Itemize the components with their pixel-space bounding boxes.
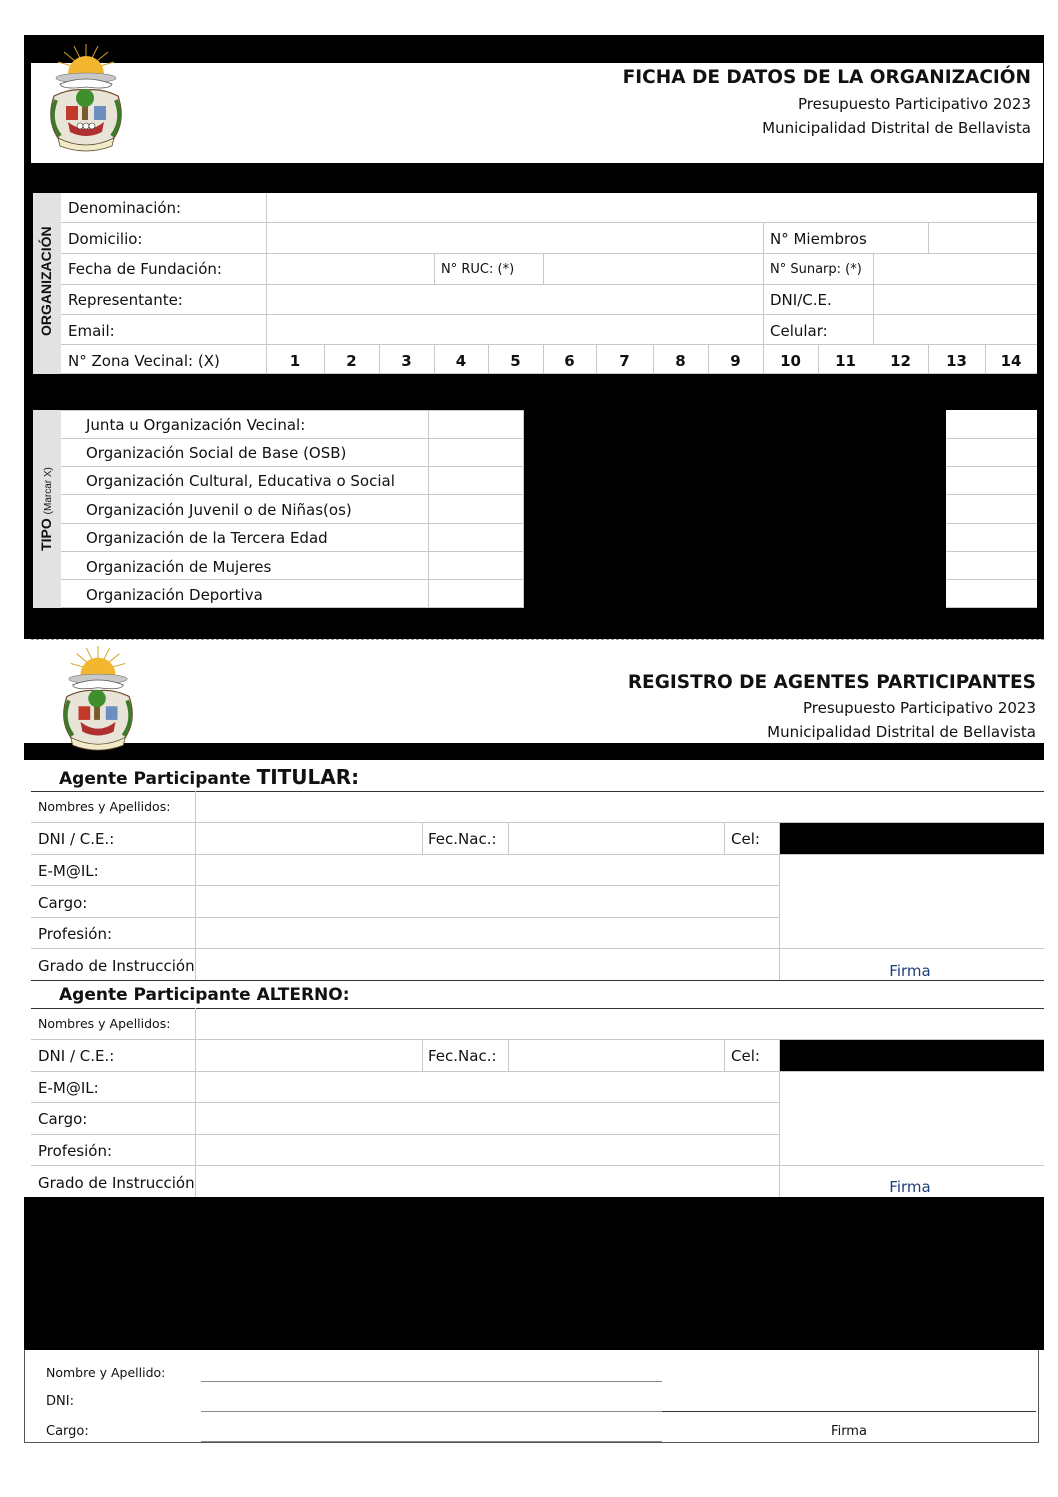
titular-cargo-label: Cargo: <box>38 894 88 912</box>
tipo-right-line <box>946 607 1037 608</box>
titular-cel-redacted <box>780 823 1044 854</box>
tipo-checkbox[interactable] <box>429 580 523 607</box>
email-field[interactable] <box>267 315 763 344</box>
alterno-firma-label: Firma <box>889 1178 931 1196</box>
zone-cell-8[interactable]: 8 <box>675 352 686 370</box>
zone-cell-12[interactable]: 12 <box>890 352 911 370</box>
titular-email-label: E-M@IL: <box>38 862 99 880</box>
footer-dni-line <box>201 1411 662 1412</box>
titular-profesion-field[interactable] <box>196 918 779 948</box>
alterno-dni-label: DNI / C.E.: <box>38 1047 115 1065</box>
titular-firma-label: Firma <box>889 962 931 980</box>
titular-grado-label: Grado de Instrucción <box>38 957 195 975</box>
titular-dni-label: DNI / C.E.: <box>38 830 115 848</box>
tipo-checkbox[interactable] <box>429 467 523 494</box>
footer-cargo-line <box>201 1441 662 1442</box>
tipo-checkbox[interactable] <box>429 439 523 466</box>
alterno-nombres-field[interactable] <box>196 1009 1044 1039</box>
tipo-item: Organización de Mujeres <box>86 558 272 576</box>
zone-cell-7[interactable]: 7 <box>619 352 630 370</box>
alterno-cel-label: Cel: <box>731 1047 760 1065</box>
tipo-checkbox[interactable] <box>429 552 523 579</box>
header2-subtitle: Presupuesto Participativo 2023 <box>802 699 1036 717</box>
tipo-item: Organización Deportiva <box>86 586 263 604</box>
header1-subtitle: Presupuesto Participativo 2023 <box>797 95 1031 113</box>
tipo-col-line <box>523 410 524 608</box>
alterno-fecnac-label: Fec.Nac.: <box>428 1047 497 1065</box>
alterno-heading-pre: Agente Participante <box>59 985 257 1005</box>
tipo-checkbox[interactable] <box>429 495 523 523</box>
titular-dni-field[interactable] <box>196 823 422 854</box>
domicilio-field[interactable] <box>267 223 763 253</box>
zone-cell-2[interactable]: 2 <box>346 352 357 370</box>
titular-nombres-label: Nombres y Apellidos: <box>38 799 171 814</box>
titular-heading <box>59 765 359 789</box>
alterno-grado-label: Grado de Instrucción <box>38 1174 195 1192</box>
ruc-label: N° RUC: (*) <box>441 262 515 277</box>
tipo-right-line <box>946 551 1037 552</box>
celular-label: Celular: <box>770 322 828 340</box>
domicilio-label: Domicilio: <box>68 230 143 248</box>
zona-vecinal-label: N° Zona Vecinal: (X) <box>68 352 220 370</box>
miembros-label: N° Miembros <box>770 230 867 248</box>
header1-institution: Municipalidad Distrital de Bellavista <box>762 119 1031 137</box>
zone-cell-9[interactable]: 9 <box>730 352 741 370</box>
zone-cell-1[interactable]: 1 <box>289 352 301 370</box>
header2-institution: Municipalidad Distrital de Bellavista <box>767 723 1036 741</box>
tipo-label-main: TIPO <box>38 518 54 551</box>
email-label: Email: <box>68 322 115 340</box>
representante-label: Representante: <box>68 291 183 309</box>
alterno-nombres-label: Nombres y Apellidos: <box>38 1016 171 1031</box>
titular-grado-field[interactable] <box>196 949 779 980</box>
tipo-item: Junta u Organización Vecinal: <box>86 416 306 434</box>
tipo-right-line <box>946 494 1037 495</box>
dni-ce-field[interactable] <box>874 285 1037 314</box>
alterno-email-label: E-M@IL: <box>38 1079 99 1097</box>
header1-title: FICHA DE DATOS DE LA ORGANIZACIÓN <box>622 67 1031 88</box>
alterno-cel-redacted <box>780 1040 1044 1071</box>
tipo-row-line <box>61 607 524 608</box>
sunarp-field[interactable] <box>874 254 1037 284</box>
alterno-col-line <box>724 1039 725 1071</box>
titular-nombres-field[interactable] <box>196 792 1044 822</box>
alterno-profesion-field[interactable] <box>196 1135 779 1165</box>
alterno-cargo-label: Cargo: <box>38 1110 88 1128</box>
tipo-right-line <box>946 438 1037 439</box>
dni-ce-label: DNI/C.E. <box>770 291 832 309</box>
titular-col-line <box>724 822 725 854</box>
tipo-section-label <box>38 444 56 574</box>
org-row-line <box>61 373 1037 374</box>
alterno-dni-field[interactable] <box>196 1040 422 1071</box>
sunarp-label: N° Sunarp: (*) <box>770 262 862 277</box>
titular-email-field[interactable] <box>196 855 779 885</box>
miembros-field[interactable] <box>929 223 1037 253</box>
titular-cargo-field[interactable] <box>196 886 779 917</box>
tipo-label-hint: (Marcar X) <box>43 467 54 515</box>
tipo-item: Organización Cultural, Educativa o Social <box>86 472 395 490</box>
footer-nombre-field[interactable] <box>201 1359 662 1381</box>
zone-cell-10[interactable]: 10 <box>780 352 801 370</box>
titular-col-line <box>422 822 423 854</box>
org-col-line <box>434 253 435 284</box>
footer-cargo-field[interactable] <box>201 1419 662 1441</box>
zone-cell-13[interactable]: 13 <box>946 352 967 370</box>
tipo-item: Organización Juvenil o de Niñas(os) <box>86 501 352 519</box>
header2-title: REGISTRO DE AGENTES PARTICIPANTES <box>627 672 1036 693</box>
tipo-item: Organización de la Tercera Edad <box>86 529 328 547</box>
zone-cell-6[interactable]: 6 <box>564 352 575 370</box>
titular-cel-label: Cel: <box>731 830 760 848</box>
alterno-email-field[interactable] <box>196 1072 779 1102</box>
titular-fecnac-label: Fec.Nac.: <box>428 830 497 848</box>
footer-firma-line <box>662 1411 1036 1412</box>
alterno-heading <box>59 985 350 1005</box>
tipo-right-line <box>946 579 1037 580</box>
ruc-field[interactable] <box>544 254 763 284</box>
titular-profesion-label: Profesión: <box>38 925 113 943</box>
tipo-checkbox[interactable] <box>429 411 523 438</box>
tipo-right-line <box>946 523 1037 524</box>
org-row-line <box>61 344 1037 345</box>
bellavista-crest-logo <box>36 40 136 155</box>
footer-nombre-label: Nombre y Apellido: <box>46 1365 166 1380</box>
footer-dni-field[interactable] <box>201 1389 662 1411</box>
zone-cell-11[interactable]: 11 <box>835 352 856 370</box>
fecha-fundacion-field[interactable] <box>267 254 434 284</box>
zone-cell-3[interactable]: 3 <box>401 352 412 370</box>
denominacion-field[interactable] <box>267 194 1037 222</box>
zone-cell-4[interactable]: 4 <box>455 352 467 370</box>
footer-firma-label: Firma <box>831 1424 867 1439</box>
alterno-heading-em: ALTERNO: <box>256 985 350 1005</box>
redacted-block <box>24 1197 1044 1350</box>
fecha-fundacion-label: Fecha de Fundación: <box>68 260 222 278</box>
tipo-checkbox[interactable] <box>429 524 523 551</box>
alterno-cargo-field[interactable] <box>196 1103 779 1134</box>
titular-heading-em: TITULAR: <box>256 765 360 789</box>
header2-gap <box>24 743 1044 760</box>
footer-cargo-label: Cargo: <box>46 1424 89 1439</box>
tipo-right-line <box>946 466 1037 467</box>
celular-field[interactable] <box>874 315 1037 344</box>
zone-cell-14[interactable]: 14 <box>1000 352 1022 370</box>
tipo-item: Organización Social de Base (OSB) <box>86 444 347 462</box>
zone-cell-5[interactable]: 5 <box>510 352 521 370</box>
alterno-fecnac-field[interactable] <box>509 1040 724 1071</box>
titular-fecnac-field[interactable] <box>509 823 724 854</box>
footer-nombre-line <box>201 1381 662 1382</box>
footer-signature-box[interactable] <box>662 1355 1036 1411</box>
alterno-profesion-label: Profesión: <box>38 1142 113 1160</box>
denominacion-label: Denominación: <box>68 199 182 217</box>
bellavista-crest-logo <box>48 642 148 754</box>
footer-dni-label: DNI: <box>46 1394 74 1409</box>
org-section-label: ORGANIZACIÓN <box>38 226 54 336</box>
titular-heading-pre: Agente Participante <box>59 769 257 789</box>
alterno-col-line <box>422 1039 423 1071</box>
alterno-grado-field[interactable] <box>196 1166 779 1197</box>
titular-bottom-rule <box>31 980 1044 981</box>
representante-field[interactable] <box>267 285 763 314</box>
